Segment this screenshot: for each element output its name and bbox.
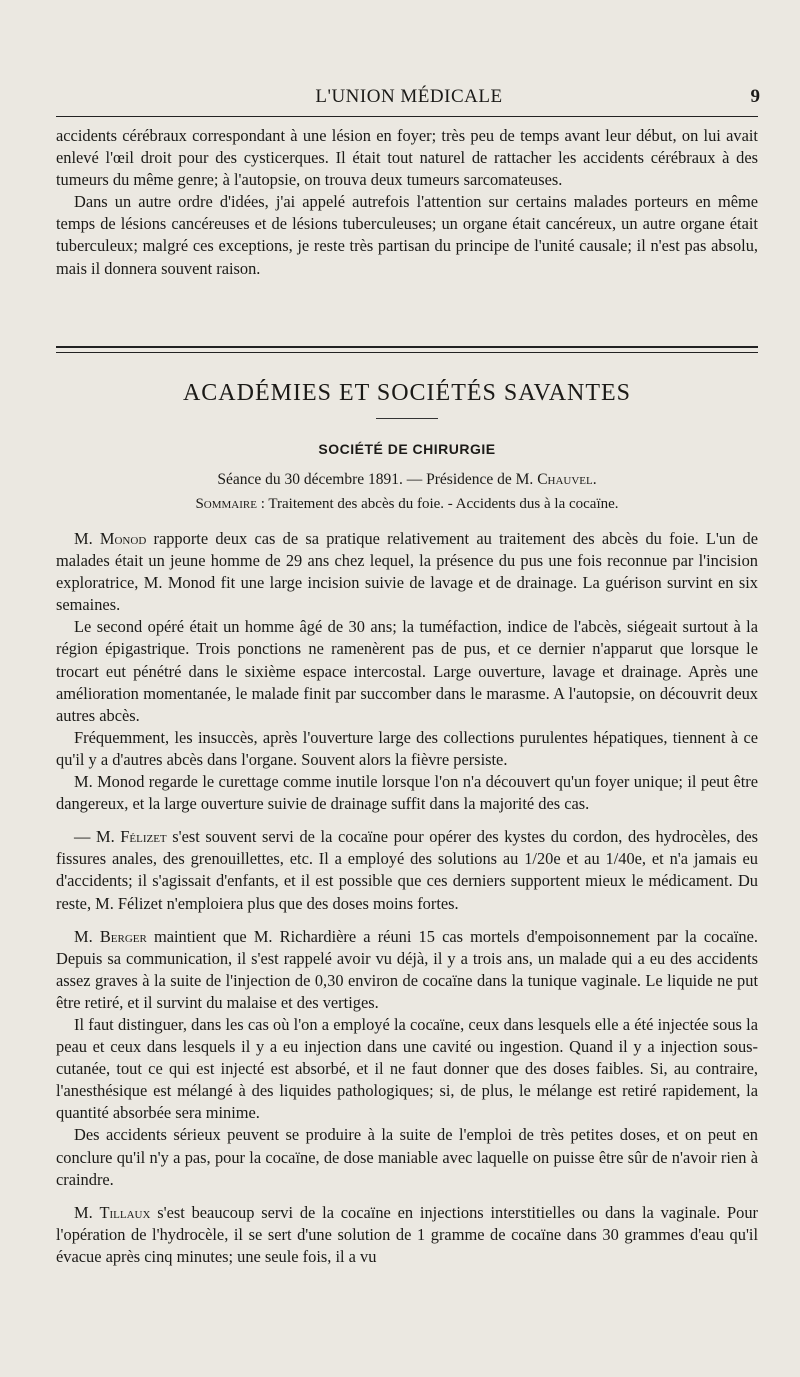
dash-prefix: — M. bbox=[74, 827, 121, 847]
journal-title: L'UNION MÉDICALE bbox=[315, 86, 503, 107]
paragraph bbox=[56, 1202, 758, 1268]
sommaire-label: Sommaire bbox=[195, 496, 257, 512]
paragraph: Fréquemment, les insuccès, après l'ouverture large des collections purulentes hépatiques, tiennent à ce qu'il y a d'autres abcès dans l'organe. Souvent alors la fièvre persiste. bbox=[56, 727, 758, 769]
speaker-name: Berger bbox=[99, 926, 147, 946]
paragraph bbox=[56, 926, 758, 1014]
m-prefix: M. bbox=[74, 926, 100, 946]
paragraph: M. Monod regarde le curettage comme inutile lorsque l'on n'a découvert qu'un foyer unique; il peut être dangereux, et la large ouverture suivie de drainage suffit dans la majorité des cas. bbox=[56, 772, 758, 814]
speaker-name: M. Monod bbox=[74, 529, 147, 548]
m-prefix: M. bbox=[74, 1202, 100, 1222]
paragraph-text: maintient que M. Richardière a réuni 15 cas mortels d'empoisonnement par la cocaïne. Depuis sa communication, il s'est rappelé avoir vu déjà, il y a trois ans, un malade qui a eu des accidents assez graves à la suite de l'injection de 0,30 environ de cocaïne dans la tunique vaginale. Le liquide ne put être retiré, et il survint du malaise et des vertiges. bbox=[56, 926, 758, 1012]
paragraph-text: rapporte deux cas de sa pratique relativement au traitement des abcès du foie. L'un de malades était un jeune homme de 29 ans chez lequel, la présence du pus une fois reconnue par l'incision exploratrice, M. Monod fit une large incision suivie de lavage et de drainage. La guérison survint en six semaines. bbox=[56, 529, 758, 615]
speaker-name: Tillaux bbox=[99, 1202, 151, 1222]
page-header bbox=[56, 84, 762, 114]
paragraph bbox=[56, 826, 758, 914]
paragraph: Dans un autre ordre d'idées, j'ai appelé autrefois l'attention sur certains malades porteurs en même temps de lésions cancéreuses et de lésions tuberculeuses; un organe était cancéreux, un autre organe était tuberculeux; malgré ces exceptions, je reste très partisan du principe de l'unité causale; il n'est pas absolu, mais il donnera souvent raison. bbox=[56, 192, 758, 278]
title-ornament-rule bbox=[376, 418, 438, 419]
article-body bbox=[56, 528, 758, 1268]
paragraph-gap bbox=[56, 1191, 758, 1202]
page-number: 9 bbox=[750, 86, 760, 107]
intro-text bbox=[56, 125, 758, 280]
paragraph: Il faut distinguer, dans les cas où l'on a employé la cocaïne, ceux dans lesquels elle a été injectée sous la peau et ceux dans lesquels il y a eu injection dans une cavité ou ingestion. Quand il y a injection sous-cutanée, tout ce qui est injecté est absorbé, et il ne faut donner que des doses faibles. Si, au contraire, l'anesthésique est mélangé à des liquides pathologiques; si, de plus, le mélange est retiré rapidement, la quantité absorbée sera minime. bbox=[56, 1014, 758, 1123]
paragraph: Le second opéré était un homme âgé de 30 ans; la tuméfaction, indice de l'abcès, siégeait surtout à la région épigastrique. Trois ponctions ne ramenèrent pas de pus, et ce dernier n'apparut que lorsque le trocart eut pénétré dans le sixième espace intercostal. Large ouverture, lavage et drainage. Après une amélioration momentanée, le malade finit par succomber dans le marasme. A l'autopsie, on découvrit deux autres abcès. bbox=[56, 617, 758, 725]
paragraph: Des accidents sérieux peuvent se produire à la suite de l'emploi de très petites doses, et on peut en conclure qu'il n'y a pas, pour la cocaïne, de dose maniable avec laquelle on puisse être sûr de n'avoir rien à craindre. bbox=[56, 1125, 758, 1189]
sommaire-text: : Traitement des abcès du foie. - Accidents dus à la cocaïne. bbox=[256, 496, 619, 512]
paragraph-text: s'est beaucoup servi de la cocaïne en injections interstitielles ou dans la vaginale. Pour l'opération de l'hydrocèle, il se sert d'une solution de 1 gramme de cocaïne dans 30 grammes d'eau qu'il évacue après cinq minutes; une seule fois, il a vu bbox=[56, 1202, 758, 1266]
paragraph-text: s'est souvent servi de la cocaïne pour opérer des kystes du cordon, des hydrocèles, des fissures anales, des grenouillettes, etc. Il a employé des solutions au 1/20e et au 1/40e, et n'a jamais eu d'accidents; il s'agissait d'enfants, et il est possible que ces derniers supportent mieux le médicament. Du reste, M. Félizet n'emploiera plus que des doses moins fortes. bbox=[56, 827, 758, 913]
paragraph bbox=[56, 528, 758, 616]
section-divider bbox=[56, 346, 758, 353]
seance-line bbox=[56, 471, 758, 489]
speaker-name: Félizet bbox=[120, 827, 167, 847]
society-heading: SOCIÉTÉ DE CHIRURGIE bbox=[318, 441, 496, 457]
paragraph-gap bbox=[56, 815, 758, 826]
header-rule bbox=[56, 116, 758, 117]
sommaire-line bbox=[56, 496, 758, 513]
paragraph: accidents cérébraux correspondant à une lésion en foyer; très peu de temps avant leur début, on lui avait enlevé l'œil droit pour des cysticerques. Il était tout naturel de rattacher les accidents cérébraux à des tumeurs du même genre; à l'autopsie, on trouva deux tumeurs sarcomateuses. bbox=[56, 126, 758, 190]
president-name: Chauvel bbox=[537, 471, 593, 488]
section-title: ACADÉMIES ET SOCIÉTÉS SAVANTES bbox=[182, 380, 632, 406]
paragraph-gap bbox=[56, 915, 758, 926]
seance-text: Séance du 30 décembre 1891. — Présidence de M. bbox=[217, 471, 538, 488]
seance-end: . bbox=[592, 471, 597, 488]
